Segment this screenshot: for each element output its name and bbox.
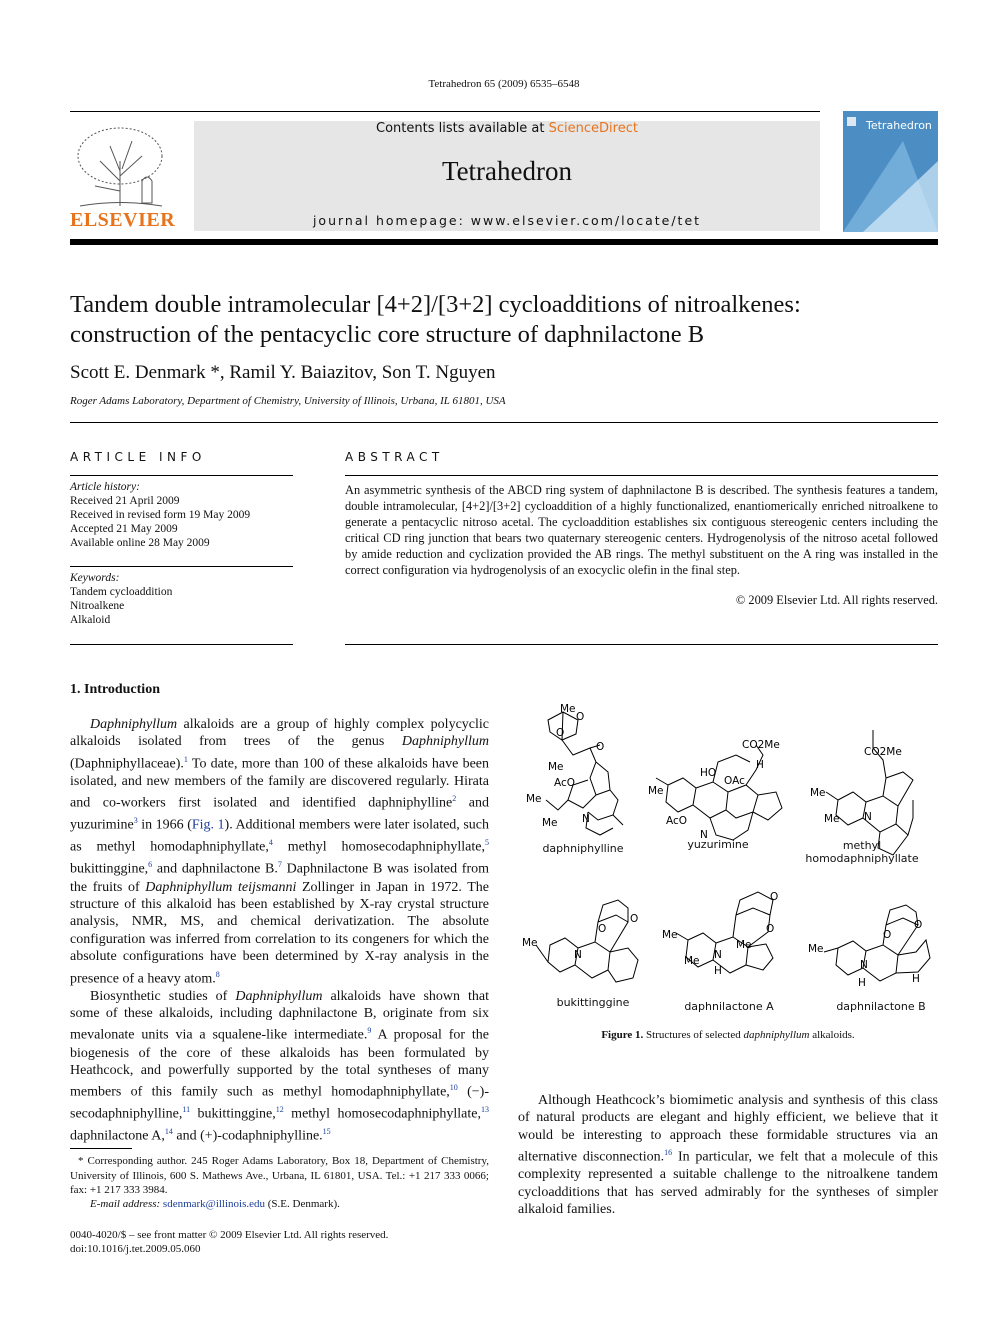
atom-me: Me	[542, 817, 558, 829]
atom-o: O	[556, 727, 565, 739]
keywords: Keywords: Tandem cycloaddition Nitroalkene Alkaloid	[70, 572, 173, 626]
article-title: Tandem double intramolecular [4+2]/[3+2] cycloadditions of nitroalkenes: construction of the pentacyclic core structure of daphnilactone B	[70, 291, 801, 348]
authors: Scott E. Denmark *, Ramil Y. Baiazitov, Son T. Nguyen	[70, 362, 496, 383]
contents-line: Contents lists available at ScienceDirect	[376, 121, 638, 136]
atom-me: Me	[526, 793, 542, 805]
atom-me: Me	[824, 813, 840, 825]
atom-h: H	[858, 977, 866, 989]
atom-o: O	[914, 919, 923, 931]
atom-h: H	[912, 973, 920, 985]
atom-h: H	[714, 965, 722, 977]
atom-o: O	[766, 923, 775, 935]
info-bottom-rule	[70, 644, 293, 645]
atom-n: N	[714, 949, 722, 961]
atom-me: Me	[684, 955, 700, 967]
right-column-body	[518, 1092, 938, 1219]
atom-me: Me	[548, 761, 564, 773]
label-daphniphylline: daphniphylline	[542, 842, 624, 855]
article-history: Article history: Received 21 April 2009 Received in revised form 19 May 2009 Accepted 21 May 2009 Available online 28 May 2009	[70, 481, 251, 549]
atom-o: O	[883, 929, 892, 941]
atom-o: O	[596, 741, 605, 753]
atom-co2me: CO2Me	[864, 746, 902, 758]
atom-me: Me	[662, 929, 678, 941]
structure-bukittinggine	[536, 900, 638, 982]
atom-oac: OAc	[724, 775, 745, 787]
journal-title: Tetrahedron	[441, 156, 573, 186]
elsevier-wordmark: ELSEVIER	[70, 209, 176, 231]
atom-n: N	[700, 829, 708, 841]
abstract-rule	[345, 475, 938, 476]
atom-ho: HO	[700, 767, 717, 779]
abstract-heading: ABSTRACT	[345, 450, 444, 464]
atom-n: N	[574, 949, 582, 961]
label-methyl-homodaphniphyllate: methyl homodaphniphyllate	[805, 839, 919, 865]
right-paragraph-1: Although Heathcock’s biomimetic analysis and synthesis of this class of natural products are elegant and highly efficient, we believe that it would be interesting to approach these formidable structures via an alternative disconnection.$^{16}$ In particular, we felt that a molecule of this complexity represented a suitable challenge to the nitroalkene tandem cycloadditions that has served admirably for the syntheses of simpler alkaloid families.	[518, 1093, 938, 1218]
abstract-text: An asymmetric synthesis of the ABCD ring system of daphnilactone B is described. The synthesis features a tandem, double intramolecular, [4+2]/[3+2] cycloaddition of a highly functionalized, enantiomerically enriched nitroalkene to generate a pentacyclic nitroso acetal. The cycloaddition establishes six contiguous stereogenic centers including the critical CD ring junction that bears two quaternary stereogenic centers. Hydrogenolysis of the nitroso acetal followed by amide reduction and cyclization provided the AB rings. The methyl substituent on the A ring was installed in the correct configuration via hydrogenolysis of an exocyclic olefin in the final step.	[345, 483, 938, 577]
abstract-bottom-rule	[345, 644, 938, 645]
sciencedirect-link[interactable]: ScienceDirect	[548, 121, 638, 136]
atom-o: O	[598, 923, 607, 935]
atom-me: Me	[808, 943, 824, 955]
atom-me: Me	[560, 703, 576, 715]
figure-1-caption: Figure 1. Structures of selected daphniphyllum alkaloids.	[601, 1029, 855, 1041]
section-heading-introduction: 1. Introduction	[70, 682, 160, 697]
atom-aco: AcO	[666, 815, 688, 827]
atom-n: N	[864, 811, 872, 823]
journal-citation: Tetrahedron 65 (2009) 6535–6548	[428, 78, 580, 90]
structure-daphnilactone-b	[824, 905, 930, 981]
issn-line: 0040-4020/$ – see front matter © 2009 Elsevier Ltd. All rights reserved.	[70, 1229, 389, 1241]
atom-me: Me	[648, 785, 664, 797]
figure-1-link[interactable]: Fig. 1	[191, 818, 225, 833]
info-rule	[70, 475, 293, 476]
atom-o: O	[630, 913, 639, 925]
article-info-heading: ARTICLE INFO	[70, 450, 206, 464]
header-thick-rule	[70, 239, 938, 245]
header-rule	[70, 111, 820, 112]
atom-n: N	[582, 813, 590, 825]
atom-aco: AcO	[554, 777, 576, 789]
label-yuzurimine: yuzurimine	[687, 838, 749, 851]
doi-line[interactable]: doi:10.1016/j.tet.2009.05.060	[70, 1243, 201, 1255]
figure-1	[518, 700, 938, 1020]
author-email-link[interactable]: sdenmark@illinois.edu	[162, 1198, 266, 1210]
atom-me: Me	[810, 787, 826, 799]
intro-paragraph-2: Biosynthetic studies of Daphniphyllum alkaloids have shown that some of these alkaloids, including daphnilactone B, originate from six mevalonate units via a squalene-like intermediate.$^9$ A proposal for the biogenesis of the core of these alkaloids has been formulated by Heathcock, and powerfully supported by the total syntheses of many members of this family such as methyl homodaphniphyllate,$^{10}$ (−)-secodaphniphylline,$^{11}$ bukittinggine,$^{12}$ methyl homosecodaphniphyllate,$^{13}$ daphnilactone A,$^{14}$ and (+)-codaphniphylline.$^{15}$	[70, 988, 489, 1145]
email-note: E-mail address: sdenmark@illinois.edu (S.E. Denmark).	[90, 1198, 340, 1210]
intro-paragraph-1: Daphniphyllum alkaloids are a group of highly complex polycyclic alkaloids isolated from trees of the genus Daphniphyllum (Daphniphyllaceae).$^1$ To date, more than 100 of these alkaloids have been isolated, and new members of the family are discovered regularly. Hirata and co-workers first isolated and identified daphniphylline$^2$ and yuzurimine$^3$ in 1966 (Fig. 1). Additional members were later isolated, such as methyl homodaphniphyllate,$^4$ methyl homosecodaphniphyllate,$^5$ bukittinggine,$^6$ and daphnilactone B.$^7$ Daphnilactone B was isolated from the fruits of Daphniphyllum teijsmanni Zollinger in Japan in 1972. The structure of this alkaloid has been established by X-ray crystal structure analysis, NMR, MS, and chemical derivatization. The absolute configuration was inferred from correlation to its congeners for which the absolute configurations have been determined by X-ray analysis in the presence of a heavy atom.$^8$	[70, 717, 490, 987]
cover-title: Tetrahedron	[866, 119, 932, 132]
abstract-copyright: © 2009 Elsevier Ltd. All rights reserved.	[735, 593, 938, 607]
label-daphnilactone-a: daphnilactone A	[684, 1000, 774, 1013]
footnote-rule	[70, 1148, 132, 1149]
atom-o: O	[576, 711, 585, 723]
intro-body	[70, 716, 489, 1146]
corresponding-author-note: * Corresponding author. 245 Roger Adams Laboratory, Box 18, Department of Chemistry, University of Illinois, 600 S. Mathews Ave., Urbana, IL 61801, USA. Tel.: +1 217 333 0066; fax: +1 217 333 3984.	[70, 1155, 489, 1196]
title-rule	[70, 422, 938, 423]
keywords-rule	[70, 566, 293, 567]
atom-h: H	[756, 759, 764, 771]
journal-homepage[interactable]: journal homepage: www.elsevier.com/locate/tet	[312, 213, 702, 228]
atom-o: O	[770, 891, 779, 903]
atom-n: N	[860, 959, 868, 971]
affiliation: Roger Adams Laboratory, Department of Chemistry, University of Illinois, Urbana, IL 61801, USA	[70, 395, 506, 407]
atom-me: Me	[736, 939, 752, 951]
label-bukittinggine: bukittinggine	[556, 996, 630, 1009]
atom-me: Me	[522, 937, 538, 949]
label-daphnilactone-b: daphnilactone B	[836, 1000, 926, 1013]
atom-co2me: CO2Me	[742, 739, 780, 751]
